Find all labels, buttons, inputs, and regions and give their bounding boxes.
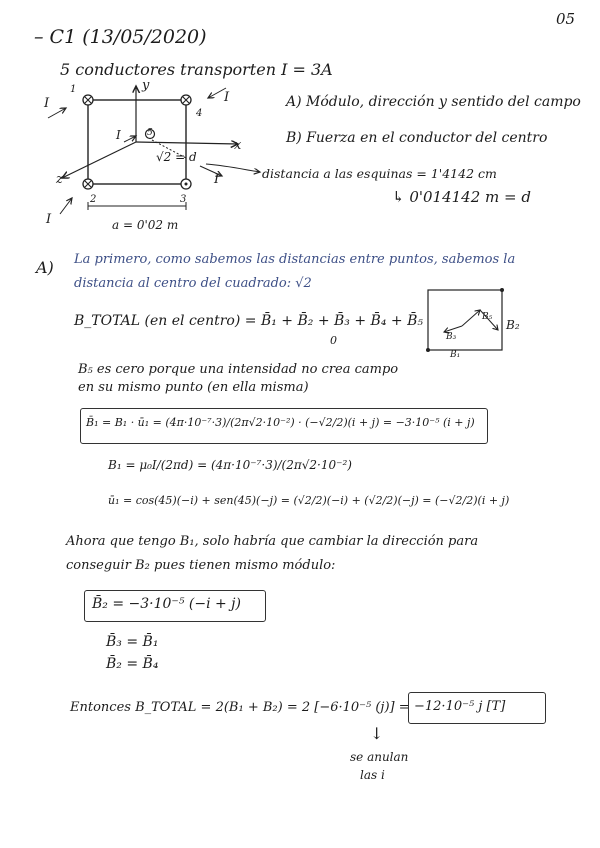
- cancel-note-line1: se anulan: [350, 750, 409, 764]
- current-label-left: I: [44, 96, 50, 111]
- btotal-result: −12·10⁻⁵ j [T]: [414, 699, 506, 714]
- current-label-right: I: [224, 90, 230, 105]
- conductor-5-number: 5: [147, 128, 153, 138]
- z-axis: [62, 142, 136, 178]
- question-a: A) Módulo, dirección y sentido del campo: [286, 94, 581, 110]
- inset-b1-label: B₁: [450, 350, 461, 360]
- field-vectors-inset: [426, 288, 516, 362]
- diagonal-label: √2 = d: [156, 150, 197, 164]
- conductor-4-number: 4: [196, 108, 203, 119]
- btotal-equation: B_TOTAL (en el centro) = B̄₁ + B̄₂ + B̄₃ + B̄₄ + B̄₅: [74, 313, 423, 329]
- inset-b3-label: B₃: [446, 332, 457, 342]
- z-axis-label: z: [56, 172, 63, 187]
- cancel-arrow: ↓: [370, 724, 384, 743]
- question-b: B) Fuerza en el conductor del centro: [286, 130, 548, 146]
- conductor-3-number: 3: [180, 194, 187, 205]
- distance-note-line2: ↳ 0'014142 m = d: [392, 188, 531, 206]
- b5-note-line1: B₅ es cero porque una intensidad no crea campo: [78, 362, 399, 377]
- side-length-label: a = 0'02 m: [112, 218, 179, 232]
- current-label-br: I: [214, 172, 220, 187]
- x-axis: [136, 142, 238, 144]
- part-a-label: A): [36, 258, 54, 277]
- b1-vector-equation: B̄₁ = B₁ · ū₁ = (4π·10⁻⁷·3)/(2π√2·10⁻²) · (−√2/2)(i + j) = −3·10⁻⁵ (i + j): [86, 416, 475, 429]
- part-a-intro-line2: distancia al centro del cuadrado: √2: [74, 276, 312, 291]
- vector-b3: [462, 310, 480, 326]
- page-header: – C1 (13/05/2020): [34, 26, 207, 48]
- current-arrow-center: [124, 136, 136, 142]
- b2-b4-equation: B̄₂ = B̄₄: [106, 656, 159, 672]
- current-arrow-bl: [60, 198, 72, 214]
- b1-magnitude-equation: B₁ = μ₀I/(2πd) = (4π·10⁻⁷·3)/(2π√2·10⁻²): [108, 458, 352, 472]
- current-label-bl: I: [46, 212, 52, 227]
- conductor-4: [181, 95, 191, 105]
- b3-equation: B̄₃ = B̄₁: [106, 634, 159, 650]
- b2-vector-equation: B̄₂ = −3·10⁻⁵ (−i + j): [92, 596, 241, 612]
- inset-b5-label: B₅: [482, 312, 493, 322]
- btotal-final-line: Entonces B_TOTAL = 2(B₁ + B₂) = 2 [−6·10⁻⁵ (j)] =: [70, 700, 410, 715]
- part-a-intro-line1: La primero, como sabemos las distancias entre puntos, sabemos la: [74, 252, 516, 267]
- x-axis-label: x: [234, 138, 242, 153]
- cancel-note-line2: las i: [360, 768, 385, 782]
- note-pointer-arrow: [206, 164, 260, 172]
- problem-intro: 5 conductores transporten I = 3A: [60, 60, 333, 79]
- conductor-3: [181, 179, 191, 189]
- conductor-2-number: 2: [90, 194, 97, 205]
- b5-note-line2: en su mismo punto (en ella misma): [78, 380, 309, 395]
- y-axis-label: y: [142, 78, 150, 93]
- distance-note-line1: distancia a las esquinas = 1'4142 cm: [262, 166, 497, 181]
- inset-b2-label: B₂: [506, 318, 520, 332]
- u1-unit-vector-equation: ū₁ = cos(45)(−i) + sen(45)(−j) = (√2/2)(−i) + (√2/2)(−j) = (−√2/2)(i + j): [108, 494, 510, 507]
- b5-zero-mark: 0: [330, 334, 337, 347]
- current-label-center: I: [116, 128, 121, 142]
- conductor-2: [83, 179, 93, 189]
- conductor-1: [83, 95, 93, 105]
- conductor-1-number: 1: [70, 84, 77, 95]
- page-number: 05: [556, 10, 576, 28]
- now-line2: conseguir B₂ pues tienen mismo módulo:: [66, 558, 336, 573]
- now-line1: Ahora que tengo B₁, solo habría que cambiar la dirección para: [66, 534, 479, 549]
- current-arrow-left: [48, 108, 66, 118]
